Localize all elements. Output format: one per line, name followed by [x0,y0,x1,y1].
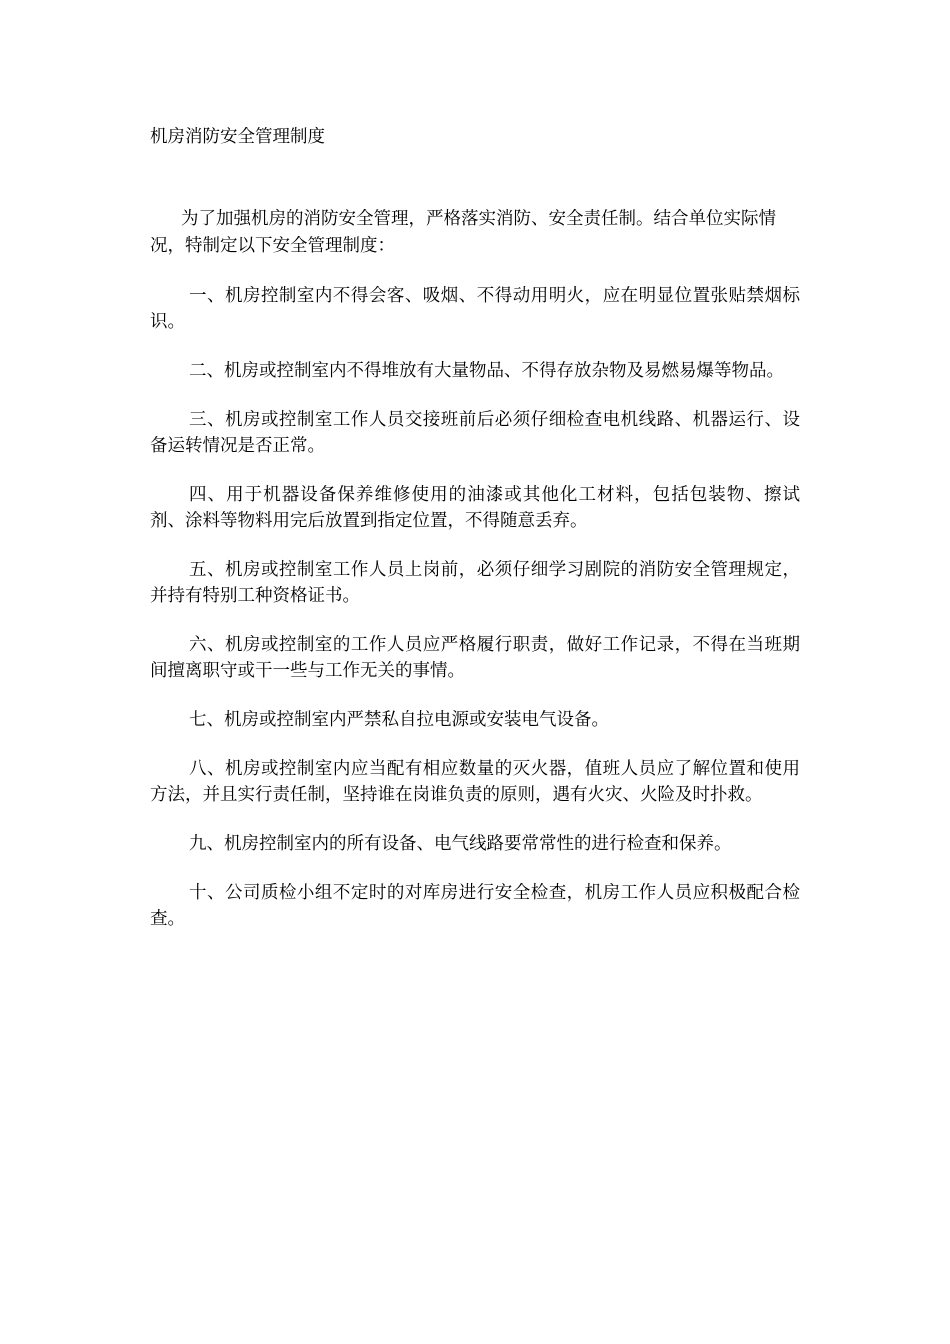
rule-6: 六、机房或控制室的工作人员应严格履行职责，做好工作记录，不得在当班期间擅离职守或干一些与工作无关的事情。 [150,635,800,681]
rule-4: 四、用于机器设备保养维修使用的油漆或其他化工材料，包括包装物、擦试剂、涂料等物料用完后放置到指定位置，不得随意丢弃。 [150,485,800,531]
rule-5: 五、机房或控制室工作人员上岗前，必须仔细学习剧院的消防安全管理规定，并持有特别工种资格证书。 [150,560,800,606]
rule-2: 二、机房或控制室内不得堆放有大量物品、不得存放杂物及易燃易爆等物品。 [189,361,784,381]
rule-3: 三、机房或控制室工作人员交接班前后必须仔细检查电机线路、机器运行、设备运转情况是否正常。 [150,410,800,456]
rule-9: 九、机房控制室内的所有设备、电气线路要常常性的进行检查和保养。 [189,834,732,854]
intro-paragraph: 为了加强机房的消防安全管理，严格落实消防、安全责任制。结合单位实际情况，特制定以下安全管理制度： [150,209,776,256]
rule-10: 十、公司质检小组不定时的对库房进行安全检查，机房工作人员应积极配合检查。 [150,883,800,929]
document-page [150,124,800,955]
document-title: 机房消防安全管理制度 [150,127,325,147]
rule-7: 七、机房或控制室内严禁私自拉电源或安装电气设备。 [189,710,609,730]
rule-1: 一、机房控制室内不得会客、吸烟、不得动用明火，应在明显位置张贴禁烟标识。 [150,286,800,332]
rule-8: 八、机房或控制室内应当配有相应数量的灭火器，值班人员应了解位置和使用方法，并且实行责任制，坚持谁在岗谁负责的原则，遇有火灾、火险及时扑救。 [150,759,800,805]
